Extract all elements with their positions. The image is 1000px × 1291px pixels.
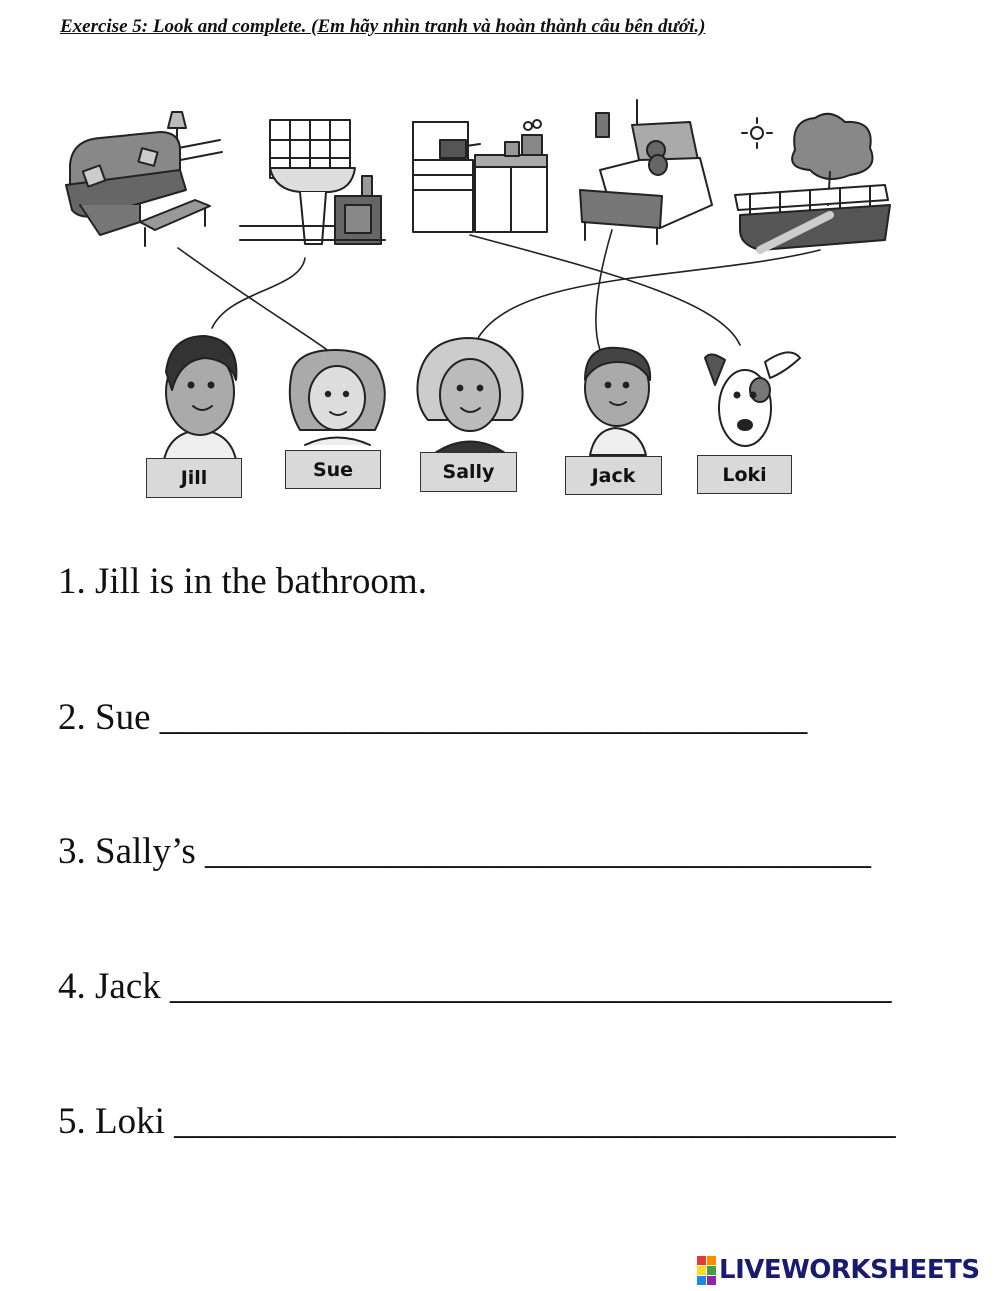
exercise-illustration	[0, 0, 1000, 520]
sentence-2[interactable]: 2. Sue ___________________________________	[58, 697, 808, 738]
name-tag-sally: Sally	[420, 452, 517, 492]
sue-picture	[290, 350, 385, 445]
jill-picture	[164, 336, 236, 460]
sentence-5[interactable]: 5. Loki _______________________________________	[58, 1101, 896, 1142]
sally-picture	[417, 338, 522, 455]
name-tag-jill: Jill	[146, 458, 242, 498]
bathroom-picture	[240, 120, 385, 244]
liveworksheets-logo	[697, 1254, 980, 1286]
bedroom-picture	[580, 100, 712, 244]
jack-picture	[585, 348, 650, 455]
living-room-picture	[66, 112, 222, 246]
liveworksheets-brand: LIVEWORKSHEETS	[719, 1255, 980, 1285]
exercise-title: Exercise 5: Look and complete. (Em hãy nhìn tranh và hoàn thành câu bên dưới.)	[60, 16, 706, 37]
liveworksheets-logo-icon	[697, 1256, 716, 1285]
garden-picture	[735, 114, 890, 250]
name-tag-sue: Sue	[285, 450, 381, 489]
name-tag-jack: Jack	[565, 456, 662, 495]
sentence-3[interactable]: 3. Sally’s ____________________________________	[58, 831, 871, 872]
sentence-1: 1. Jill is in the bathroom.	[58, 561, 427, 602]
name-tag-loki: Loki	[697, 455, 792, 494]
sentence-4[interactable]: 4. Jack _______________________________________	[58, 966, 892, 1007]
kitchen-picture	[413, 120, 547, 232]
matching-lines	[178, 230, 820, 352]
loki-picture	[705, 352, 800, 446]
